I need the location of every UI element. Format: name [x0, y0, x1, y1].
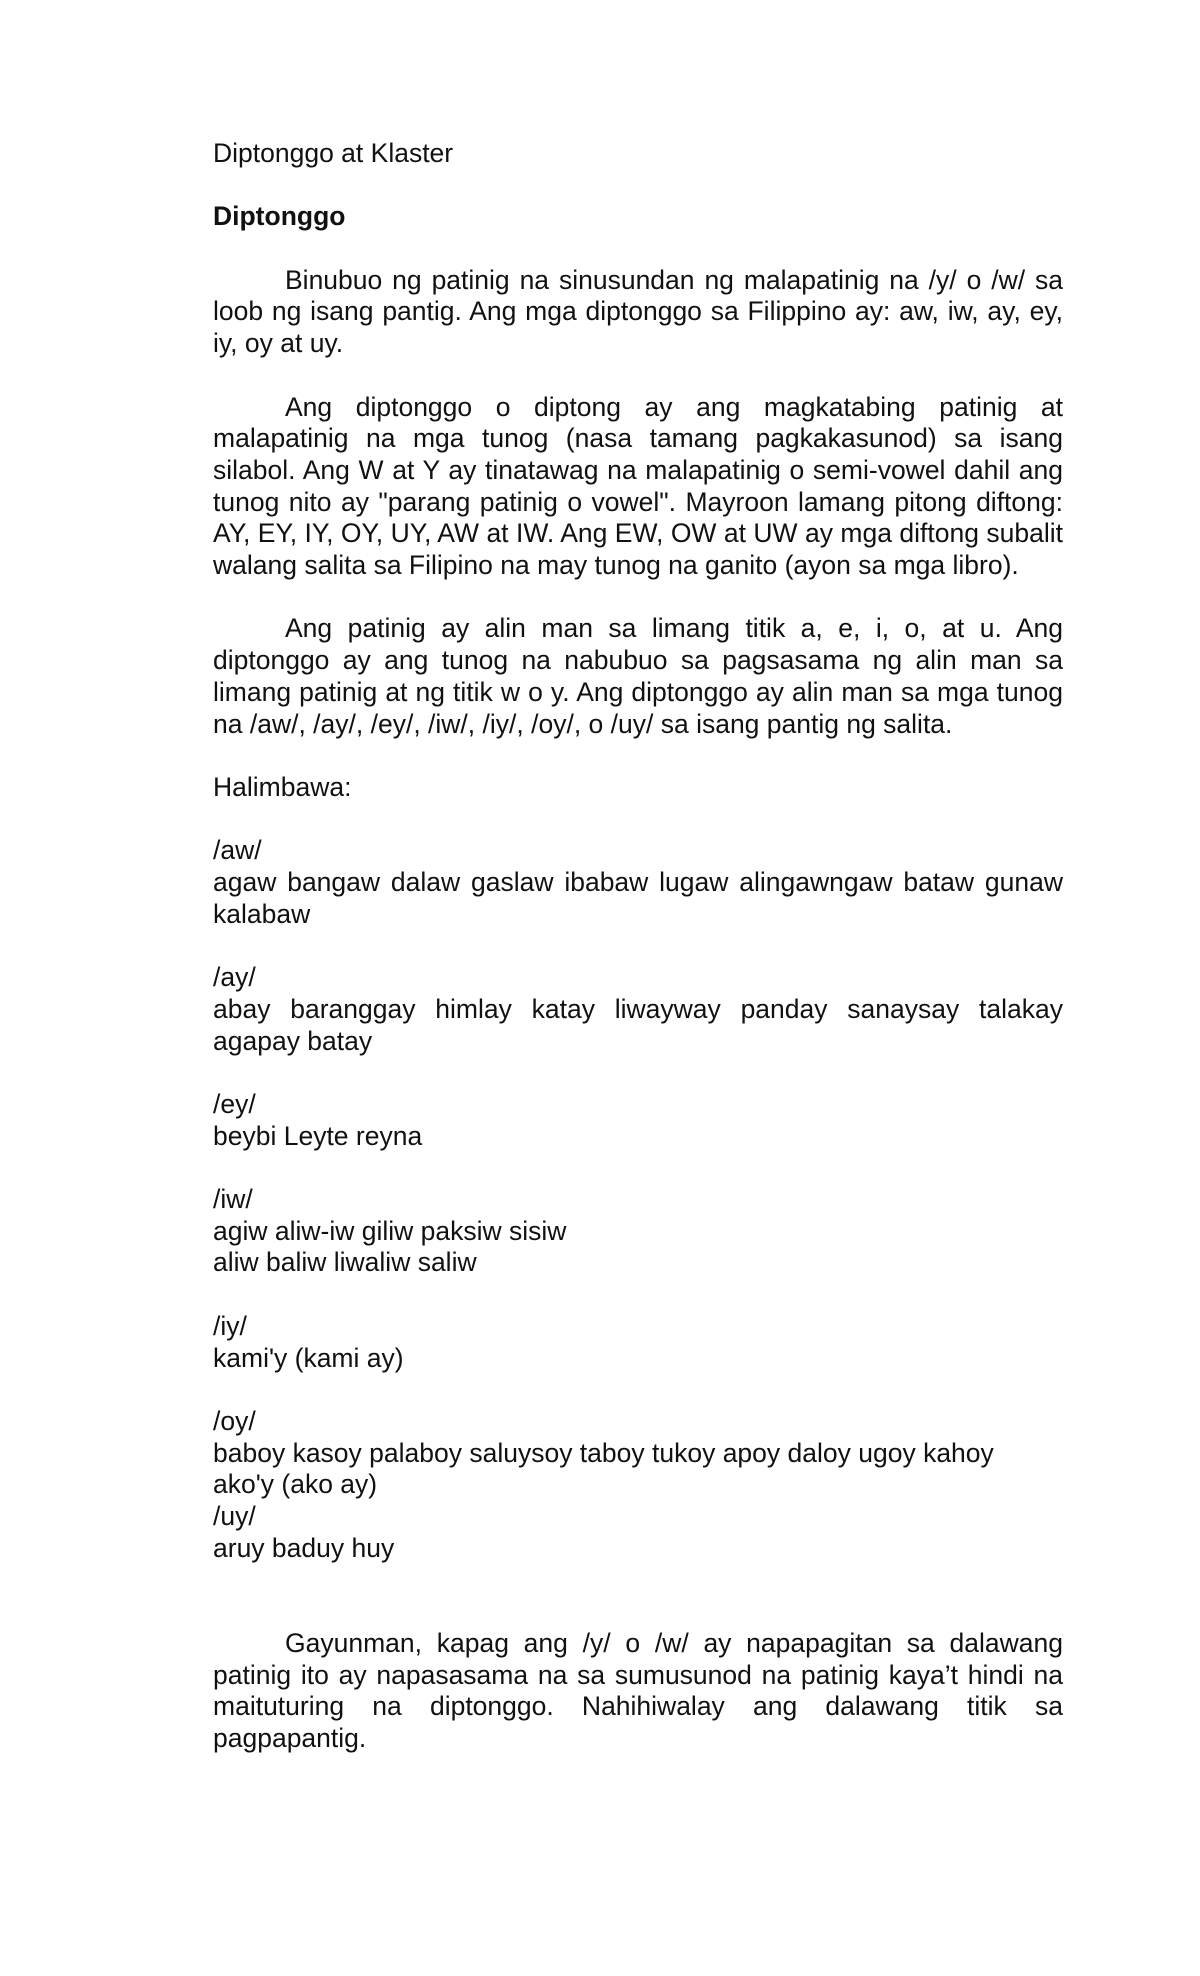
example-words-oy-2: ako'y (ako ay) — [213, 1469, 378, 1500]
document-body — [213, 138, 1063, 1755]
paragraph-closing: Gayunman, kapag ang /y/ o /w/ ay napapagitan sa dalawang patinig ito ay napasasama na sa sumusunod na patinig kaya’t hindi na maituturing na diptonggo. Nahihiwalay ang dalawang titik sa pagpapantig. — [213, 1627, 1063, 1753]
example-words-uy: aruy baduy huy — [213, 1532, 395, 1563]
example-head-aw: /aw/ — [213, 835, 262, 866]
paragraph-patinig: Ang patinig ay alin man sa limang titik a, e, i, o, at u. Ang diptonggo ay ang tunog na nabubuo sa pagsasama ng alin man sa limang patinig at ng titik w o y. Ang diptonggo ay alin man sa mga tunog na /aw/, /ay/, /ey/, /iw/, /iy/, /oy/, o /uy/ sa isang pantig ng salita. — [213, 613, 1063, 739]
example-words-iw-2: aliw baliw liwaliw saliw — [213, 1247, 477, 1278]
paragraph-definition: Binubuo ng patinig na sinusundan ng malapatinig na /y/ o /w/ sa loob ng isang pantig. Ang mga diptonggo sa Filippino ay: aw, iw, ay, ey, iy, oy at uy. — [213, 264, 1063, 359]
document-title: Diptonggo at Klaster — [213, 138, 454, 168]
example-head-iw: /iw/ — [213, 1184, 253, 1215]
example-words-iw-1: agiw aliw-iw giliw paksiw sisiw — [213, 1215, 567, 1246]
section-heading: Diptonggo — [213, 201, 346, 232]
example-words-ay: abay baranggay himlay katay liwayway panday sanaysay talakay agapay batay — [213, 993, 1063, 1056]
example-words-ey: beybi Leyte reyna — [213, 1120, 423, 1151]
example-words-oy-1: baboy kasoy palaboy saluysoy taboy tukoy apoy daloy ugoy kahoy — [213, 1437, 994, 1468]
example-head-oy: /oy/ — [213, 1405, 256, 1436]
example-words-aw: agaw bangaw dalaw gaslaw ibabaw lugaw alingawngaw bataw gunaw kalabaw — [213, 867, 1063, 929]
paragraph-diptong: Ang diptonggo o diptong ay ang magkatabing patinig at malapatinig na mga tunog (nasa tamang pagkakasunod) sa isang silabol. Ang W at Y ay tinatawag na malapatinig o semi-vowel dahil ang tunog nito ay "parang patinig o vowel". Mayroon lamang pitong diftong: AY, EY, IY, OY, UY, AW at IW. Ang EW, OW at UW ay mga diftong subalit walang salita sa Filipino na may tunog na ganito (ayon sa mga libro). — [213, 391, 1063, 581]
example-head-iy: /iy/ — [213, 1310, 247, 1341]
example-head-uy: /uy/ — [213, 1501, 256, 1532]
example-head-ay: /ay/ — [213, 962, 256, 993]
examples-label: Halimbawa: — [213, 771, 352, 802]
example-words-iy: kami'y (kami ay) — [213, 1342, 404, 1373]
example-head-ey: /ey/ — [213, 1088, 256, 1119]
